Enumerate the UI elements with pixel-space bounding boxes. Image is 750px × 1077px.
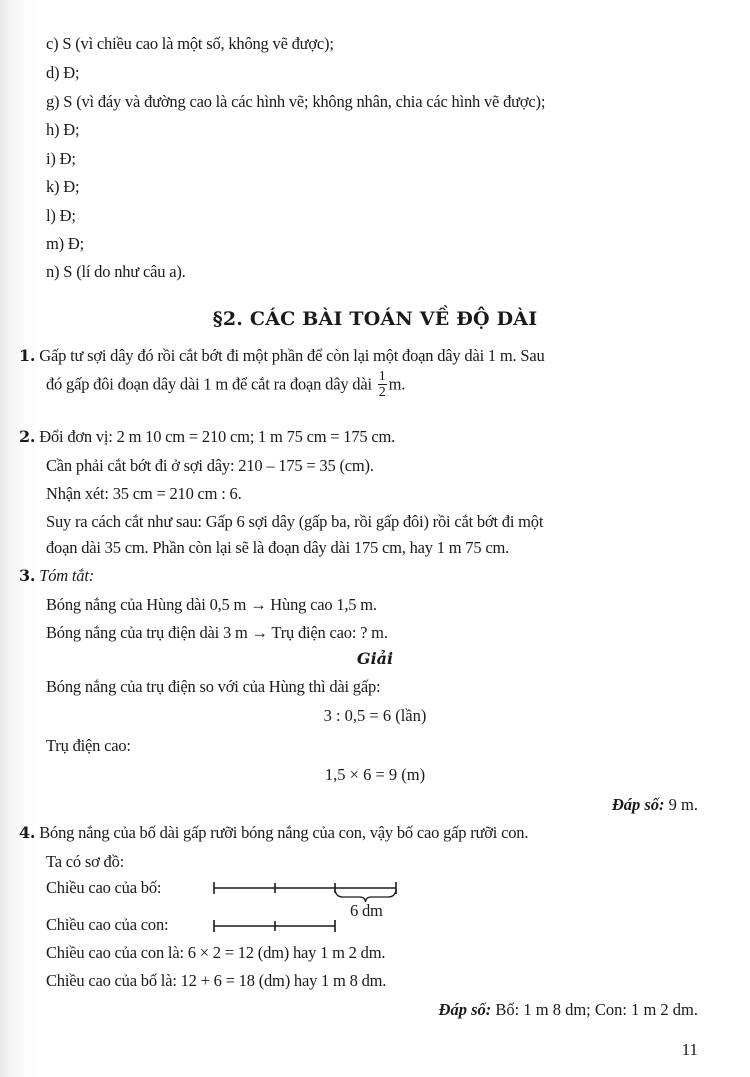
problem-2-line-1 bbox=[19, 427, 395, 447]
problem-2-line-5: đoạn dài 35 cm. Phần còn lại sẽ là đoạn dây dài 175 cm, hay 1 m 75 cm. bbox=[46, 538, 510, 557]
item-text: Đ; bbox=[63, 120, 80, 139]
calculation-1: 3 : 0,5 = 6 (lần) bbox=[323, 706, 427, 725]
answer-label: Đáp số: bbox=[611, 795, 665, 814]
son-bar bbox=[214, 920, 335, 932]
problem-number: 4. bbox=[19, 823, 36, 842]
item-label: n) bbox=[46, 262, 60, 281]
item-label: m) bbox=[46, 234, 64, 253]
problem-number: 1. bbox=[19, 346, 36, 365]
answer-item bbox=[46, 234, 84, 254]
son-height-label: Chiều cao của con: bbox=[46, 915, 169, 934]
summary-label: Tóm tắt: bbox=[39, 566, 95, 585]
problem-text: m. bbox=[388, 374, 406, 394]
answer-value: 9 m. bbox=[668, 795, 698, 814]
father-bar bbox=[214, 882, 396, 894]
calculation-father: Chiều cao của bố là: 12 + 6 = 18 (dm) hay 1 m 8 dm. bbox=[46, 971, 387, 990]
answer-item bbox=[46, 206, 76, 226]
item-label: l) bbox=[46, 206, 56, 225]
problem-1-line-1 bbox=[19, 346, 545, 366]
answer-item bbox=[46, 120, 79, 140]
problem-2-line-3: Nhận xét: 35 cm = 210 cm : 6. bbox=[46, 484, 242, 503]
item-label: i) bbox=[46, 149, 56, 168]
calculation-son: Chiều cao của con là: 6 × 2 = 12 (dm) hay 1 m 2 dm. bbox=[46, 943, 386, 962]
item-label: h) bbox=[46, 120, 60, 139]
answer-4 bbox=[439, 1000, 698, 1020]
solution-step-1: Bóng nắng của trụ điện so với của Hùng thì dài gấp: bbox=[46, 677, 381, 696]
answer-item bbox=[46, 92, 545, 112]
section-heading: §2. CÁC BÀI TOÁN VỀ ĐỘ DÀI bbox=[212, 308, 538, 330]
problem-3-summary-header bbox=[19, 566, 94, 586]
answer-item bbox=[46, 34, 334, 54]
summary-line-1: Bóng nắng của Hùng dài 0,5 m → Hùng cao 1,5 m. bbox=[46, 595, 377, 614]
answer-item bbox=[46, 262, 186, 282]
father-height-label: Chiều cao của bố: bbox=[46, 878, 162, 897]
answer-3 bbox=[612, 795, 698, 815]
summary-line-2: Bóng nắng của trụ điện dài 3 m → Trụ điện cao: ? m. bbox=[46, 623, 388, 642]
fraction-denominator: 2 bbox=[378, 385, 386, 400]
answer-item bbox=[46, 177, 79, 197]
answer-value: Bố: 1 m 8 dm; Con: 1 m 2 dm. bbox=[495, 1000, 698, 1019]
answer-item bbox=[46, 149, 76, 169]
item-label: d) bbox=[46, 63, 60, 82]
item-text: Đ; bbox=[59, 206, 76, 225]
problem-2-line-4: Suy ra cách cắt như sau: Gấp 6 sợi dây (gấp ba, rồi gấp đôi) rồi cắt bớt đi một bbox=[46, 512, 544, 531]
diagram-intro: Ta có sơ đồ: bbox=[46, 852, 125, 871]
problem-text: Gấp tư sợi dây đó rồi cắt bớt đi một phần để còn lại một đoạn dây dài 1 m. Sau bbox=[39, 346, 545, 365]
problem-number: 2. bbox=[19, 427, 36, 446]
item-text: Đ; bbox=[67, 234, 84, 253]
item-label: g) bbox=[46, 92, 60, 111]
answer-item bbox=[46, 63, 79, 83]
problem-2-line-2: Cần phải cắt bớt đi ở sợi dây: 210 – 175 = 35 (cm). bbox=[46, 456, 374, 475]
item-text: S (vì chiều cao là một số, không vẽ được); bbox=[62, 34, 334, 53]
item-label: k) bbox=[46, 177, 60, 196]
answer-label: Đáp số: bbox=[438, 1000, 492, 1019]
solution-step-2: Trụ điện cao: bbox=[46, 736, 131, 755]
item-text: Đ; bbox=[59, 149, 76, 168]
solution-label: Giải bbox=[356, 649, 394, 668]
problem-1-line-2 bbox=[46, 370, 405, 401]
problem-4-line-1 bbox=[19, 823, 528, 843]
page-number: 11 bbox=[681, 1040, 698, 1059]
fraction-numerator: 1 bbox=[378, 369, 386, 384]
fraction-one-half bbox=[378, 369, 387, 400]
item-label: c) bbox=[46, 34, 59, 53]
brace-label: 6 dm bbox=[350, 901, 383, 920]
item-text: S (vì đáy và đường cao là các hình vẽ; không nhân, chia các hình vẽ được); bbox=[63, 92, 546, 111]
problem-text: Đổi đơn vị: 2 m 10 cm = 210 cm; 1 m 75 cm = 175 cm. bbox=[39, 427, 396, 446]
problem-text: đó gấp đôi đoạn dây dài 1 m để cắt ra đoạn dây dài bbox=[46, 374, 372, 394]
calculation-2: 1,5 × 6 = 9 (m) bbox=[324, 765, 426, 784]
problem-text: Bóng nắng của bố dài gấp rưỡi bóng nắng của con, vậy bố cao gấp rưỡi con. bbox=[39, 823, 529, 842]
problem-number: 3. bbox=[19, 566, 36, 585]
item-text: Đ; bbox=[63, 63, 80, 82]
item-text: S (lí do như câu a). bbox=[63, 262, 186, 281]
item-text: Đ; bbox=[63, 177, 80, 196]
